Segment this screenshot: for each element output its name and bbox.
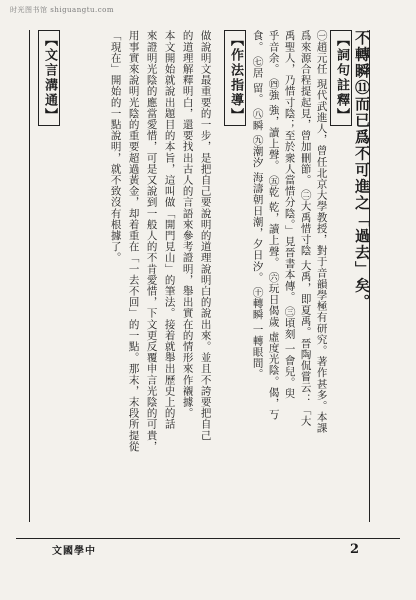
column-rule-left	[29, 30, 30, 522]
guide-line-5: 用事實來說明光陰的重要超過黃金，却着重在「一去不回」的一點。那末，末段所提從	[127, 30, 140, 452]
footer-rule	[16, 538, 400, 539]
lead-text: 不轉瞬⑪而已爲不可進之「過去」矣。	[353, 30, 371, 311]
watermark: 时光图书馆 shiguangtu.com	[10, 6, 115, 14]
footer-label: 文國學中	[52, 546, 96, 557]
annotation-line-4: 乎音余。 ㊃強 強，讀上聲。 ㊄乾 乾，讀上聲。 ㊅玩日偈歲 虛度光陰。偈，丂	[267, 30, 280, 420]
guide-line-4: 來證明光陰的應當愛惜，可是又說到一般人的不肯愛惜，下文更反覆申言光陰的可貴，	[145, 30, 158, 452]
annotation-line-5: 食。 ㊆居 留。 ㊇瞬 ㊈潮汐 海濤朝日潮，夕日汐。 ㊉轉瞬 一轉眼間。	[251, 30, 264, 380]
annotation-line-3: 禹聖人，乃惜寸陰；至於衆人當惜分陰。」見晉書本傳。 ㊂頃刻 一會兒。臾	[283, 30, 296, 399]
guide-line-6: 「現在」開始的一點說明，就不致沒有根據了。	[109, 30, 122, 264]
guide-title-column	[224, 30, 246, 522]
guide-line-3: 本文開始就說出題目的本旨，這叫做「開門見山」的筆法。接着就舉出歷史上的話	[163, 30, 176, 430]
guide-line-1: 做說明文最重要的一步，是把自己要說明的道理說明白的說出來。並且不誇要把自己	[199, 30, 212, 441]
page-number: 2	[350, 542, 360, 557]
guide-line-2: 的道理解釋明白，還要找出古人的言語來參考證明，舉出實在的情形來作襯據。	[181, 30, 194, 419]
notes-title: 【文言溝通】	[38, 30, 60, 126]
guide-title: 【作法指導】	[224, 30, 246, 126]
notes-title-column	[38, 30, 60, 522]
annotation-title-column	[330, 30, 352, 522]
annotation-title: 【詞句註釋】	[330, 30, 352, 126]
annotation-line-2: 爲來源合程提起見，曾加刪節。 ㊁大禹惜寸陰 大禹，即夏禹。晉陶侃嘗云：「大	[299, 30, 312, 427]
annotation-line-1: ㊀趙元任 現代武進人，曾任北京大學教授，對于音韻學極有研究。著作甚多。本課	[315, 30, 328, 434]
